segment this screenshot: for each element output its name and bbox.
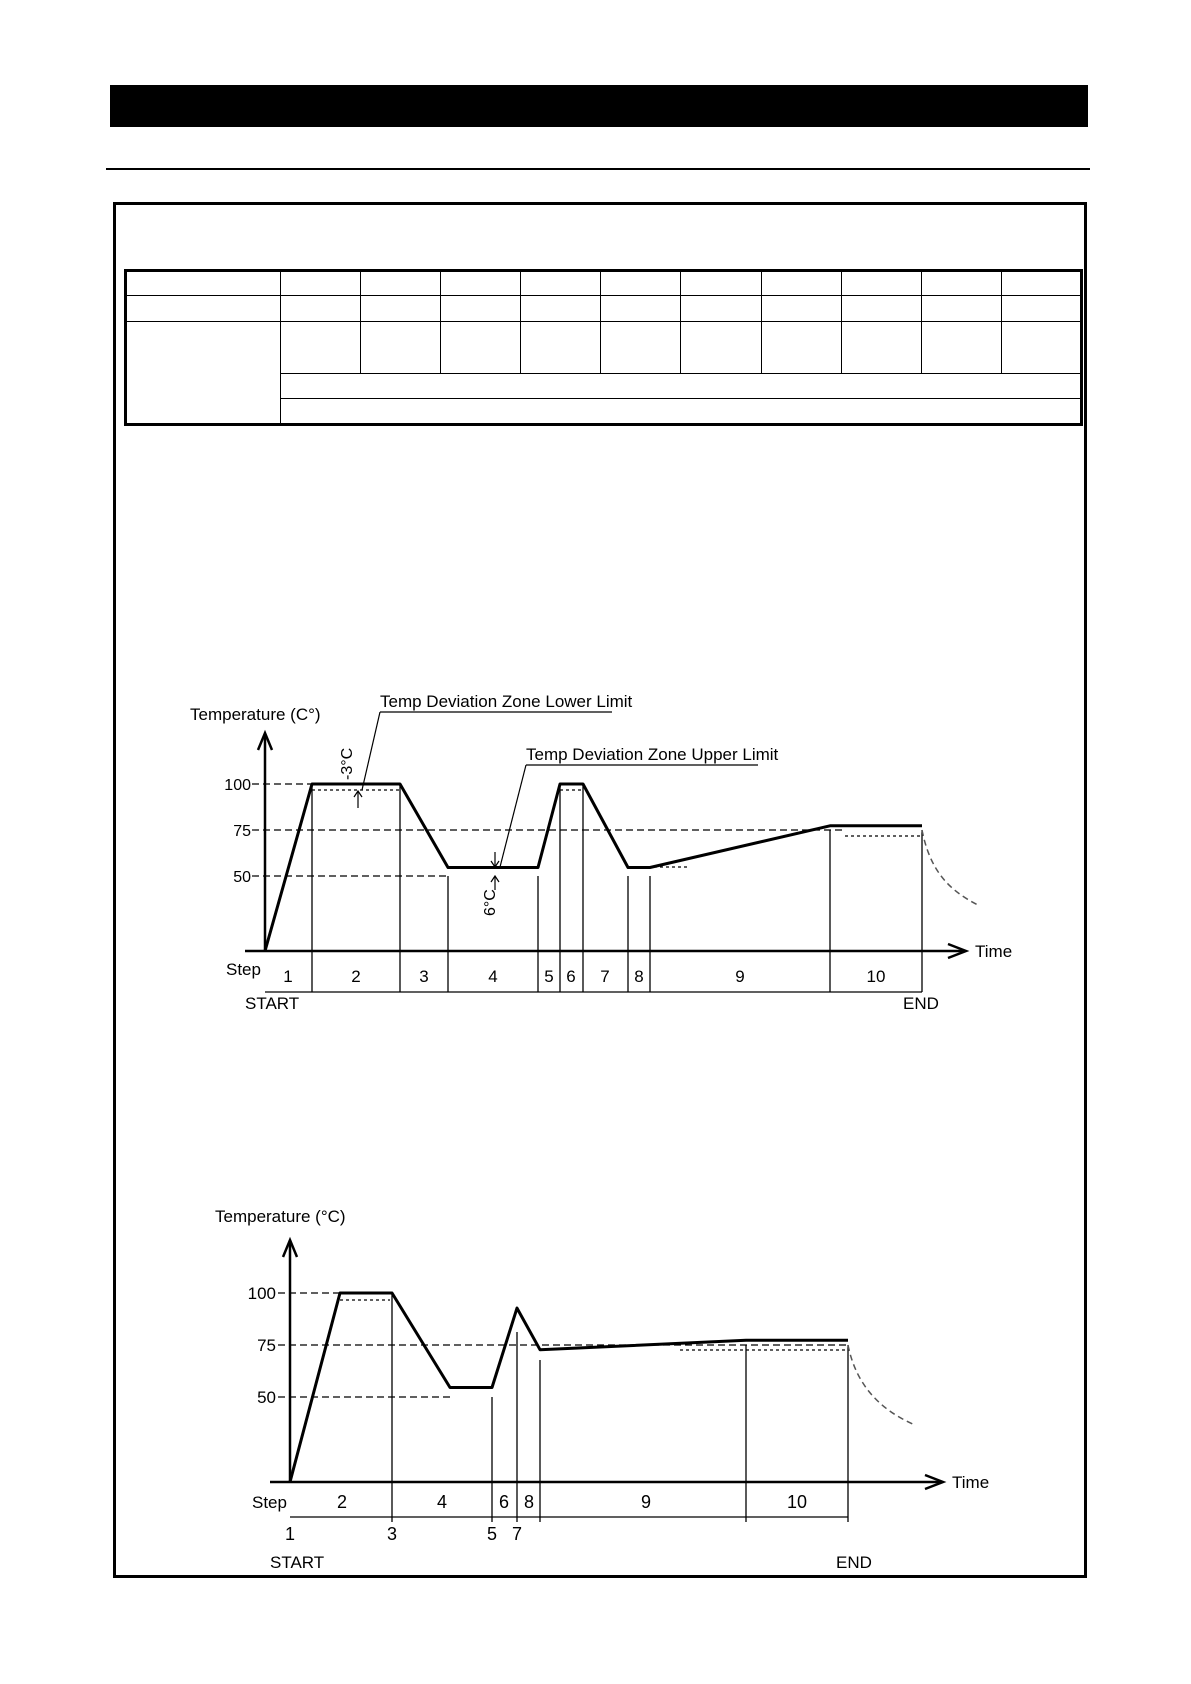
table-cell <box>841 321 921 373</box>
step-number: 8 <box>523 1492 535 1512</box>
table-cell <box>281 296 361 321</box>
lower-limit-leader <box>362 712 380 790</box>
upper-limit-leader <box>500 765 526 867</box>
temperature-profile-chart-1 <box>0 600 1191 1040</box>
table-cell <box>521 271 601 296</box>
header-rule <box>106 168 1090 170</box>
step-number: 6 <box>498 1492 510 1512</box>
table-cell <box>281 321 361 373</box>
table-cell <box>281 373 1082 398</box>
y-axis-label: Temperature (°C) <box>215 1207 346 1226</box>
step-number-group <box>285 1492 807 1544</box>
table-cell <box>681 271 761 296</box>
table-cell <box>126 271 281 296</box>
step-label: Step <box>226 960 261 979</box>
y-axis-label: Temperature (C°) <box>190 705 321 724</box>
table-cell <box>921 296 1001 321</box>
end-label: END <box>836 1553 872 1572</box>
table-cell <box>361 271 441 296</box>
table-cell <box>521 296 601 321</box>
table-row <box>126 321 1082 373</box>
step-dividers <box>312 784 922 992</box>
y-tick-label: 100 <box>224 777 251 794</box>
table-cell <box>281 399 1082 425</box>
table-cell <box>681 296 761 321</box>
minus3-label: -3°C <box>339 747 356 780</box>
table-cell <box>126 296 281 321</box>
table-cell <box>841 271 921 296</box>
step-number: 9 <box>640 1492 652 1512</box>
end-label: END <box>903 994 939 1013</box>
step-number: 7 <box>600 967 610 986</box>
table-cell <box>601 321 681 373</box>
y-tick-label: 100 <box>247 1284 276 1303</box>
y-tick-label: 50 <box>233 869 251 886</box>
step-number: 10 <box>866 967 886 986</box>
table-cell <box>761 271 841 296</box>
step-number: 4 <box>436 1492 448 1512</box>
step-number: 5 <box>544 967 554 986</box>
y-tick-label: 75 <box>257 1336 276 1355</box>
step-number: 7 <box>511 1524 523 1544</box>
table-cell <box>761 296 841 321</box>
table-cell <box>601 271 681 296</box>
table-cell <box>601 296 681 321</box>
step-number: 3 <box>386 1524 398 1544</box>
table-cell <box>441 321 521 373</box>
step-number-group <box>283 967 885 986</box>
parameter-table <box>124 269 1083 426</box>
step-number: 2 <box>336 1492 348 1512</box>
y-tick-label: 50 <box>257 1388 276 1407</box>
upper-limit-label: Temp Deviation Zone Upper Limit <box>526 745 779 764</box>
step-dividers <box>392 1293 848 1522</box>
step-number: 4 <box>488 967 498 986</box>
step-number: 1 <box>283 967 293 986</box>
step-number: 6 <box>566 967 576 986</box>
table-row <box>126 271 1082 296</box>
table-cell <box>126 321 281 424</box>
x-axis-label: Time <box>952 1473 990 1492</box>
table-cell <box>361 321 441 373</box>
table-cell <box>521 321 601 373</box>
table-cell <box>361 296 441 321</box>
step-number: 9 <box>735 967 745 986</box>
header-bar <box>110 85 1088 127</box>
table-cell <box>761 321 841 373</box>
table-cell <box>921 271 1001 296</box>
table-cell <box>681 321 761 373</box>
step-number: 3 <box>419 967 429 986</box>
x-axis-label: Time <box>975 942 1013 961</box>
table-cell <box>281 271 361 296</box>
step-number: 8 <box>634 967 644 986</box>
start-label: START <box>245 994 300 1013</box>
temperature-profile-line <box>265 784 922 951</box>
step-number: 5 <box>486 1524 498 1544</box>
start-label: START <box>270 1553 325 1572</box>
temperature-profile-chart-2 <box>0 1100 1191 1580</box>
table-cell <box>1001 296 1081 321</box>
temperature-profile-line <box>290 1293 848 1482</box>
step-number: 2 <box>351 967 361 986</box>
lower-limit-label: Temp Deviation Zone Lower Limit <box>380 692 633 711</box>
table-cell <box>1001 271 1081 296</box>
plus6-label: 6°C <box>482 889 499 916</box>
table-cell <box>921 321 1001 373</box>
step-label: Step <box>252 1493 287 1512</box>
cooling-tail <box>922 830 978 905</box>
table-cell <box>841 296 921 321</box>
table-cell <box>1001 321 1081 373</box>
y-tick-label: 75 <box>233 823 251 840</box>
step-number: 10 <box>786 1492 808 1512</box>
cooling-tail <box>848 1345 915 1425</box>
step-number: 1 <box>284 1524 296 1544</box>
table-cell <box>441 271 521 296</box>
table-row <box>126 296 1082 321</box>
table-cell <box>441 296 521 321</box>
